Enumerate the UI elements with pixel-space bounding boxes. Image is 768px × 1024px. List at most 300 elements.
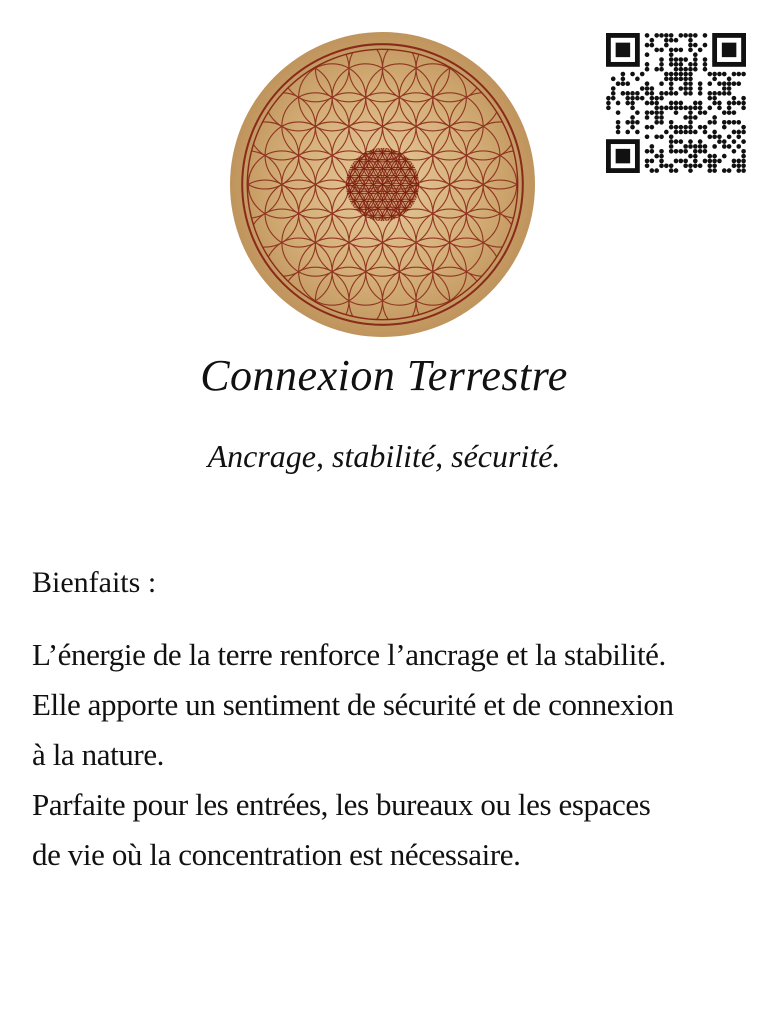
qr-module (635, 91, 640, 96)
qr-module (688, 115, 693, 120)
qr-module (712, 159, 717, 164)
qr-module (650, 159, 655, 164)
qr-module (664, 33, 669, 38)
qr-module (683, 125, 688, 130)
qr-module (616, 81, 621, 86)
qr-module (674, 110, 679, 115)
qr-module (703, 62, 708, 67)
qr-module (616, 120, 621, 125)
qr-module (722, 125, 727, 130)
qr-module (616, 130, 621, 135)
qr-module (732, 139, 737, 144)
qr-module (712, 130, 717, 135)
qr-module (688, 130, 693, 135)
qr-module (669, 86, 674, 91)
qr-module (741, 125, 746, 130)
qr-module (717, 139, 722, 144)
qr-module (693, 43, 698, 48)
qr-module (683, 115, 688, 120)
qr-module (727, 77, 732, 82)
qr-module (688, 168, 693, 173)
qr-module (635, 77, 640, 82)
qr-module (698, 91, 703, 96)
qr-module (674, 125, 679, 130)
qr-module (712, 144, 717, 149)
qr-module (732, 120, 737, 125)
qr-module (688, 38, 693, 43)
qr-module (741, 96, 746, 101)
qr-module (703, 125, 708, 130)
qr-module (693, 149, 698, 154)
qr-module (659, 48, 664, 53)
qr-module (674, 101, 679, 106)
qr-module (683, 130, 688, 135)
qr-module (650, 144, 655, 149)
qr-module (698, 110, 703, 115)
qr-module (635, 130, 640, 135)
qr-module (669, 134, 674, 139)
qr-module (698, 101, 703, 106)
qr-module (630, 125, 635, 130)
qr-module (654, 48, 659, 53)
qr-module (645, 159, 650, 164)
qr-module (703, 67, 708, 72)
qr-module (707, 154, 712, 159)
qr-module (732, 72, 737, 77)
qr-module (679, 101, 684, 106)
qr-module (741, 154, 746, 159)
qr-module (669, 120, 674, 125)
qr-module (693, 163, 698, 168)
qr-module (679, 62, 684, 67)
qr-module (625, 91, 630, 96)
qr-module (712, 154, 717, 159)
qr-module (683, 57, 688, 62)
qr-module (630, 115, 635, 120)
qr-module (741, 139, 746, 144)
qr-module (707, 106, 712, 111)
qr-module (727, 81, 732, 86)
qr-module (659, 81, 664, 86)
qr-module (674, 91, 679, 96)
qr-module (654, 96, 659, 101)
qr-module (712, 134, 717, 139)
qr-module (669, 62, 674, 67)
qr-module (722, 43, 736, 57)
qr-module (669, 101, 674, 106)
qr-module (703, 130, 708, 135)
qr-module (707, 72, 712, 77)
qr-module (722, 168, 727, 173)
qr-module (698, 106, 703, 111)
qr-module (606, 96, 611, 101)
qr-module (683, 72, 688, 77)
qr-module (688, 81, 693, 86)
qr-module (645, 110, 650, 115)
qr-module (688, 72, 693, 77)
qr-module (630, 120, 635, 125)
qr-code-icon (606, 33, 746, 173)
qr-module (693, 101, 698, 106)
qr-module (630, 101, 635, 106)
qr-module (640, 96, 645, 101)
qr-module (683, 159, 688, 164)
qr-module (698, 144, 703, 149)
qr-module (659, 120, 664, 125)
qr-module (659, 115, 664, 120)
qr-module (650, 38, 655, 43)
qr-module (669, 38, 674, 43)
qr-module (659, 96, 664, 101)
qr-module (736, 159, 741, 164)
qr-module (727, 110, 732, 115)
qr-module (645, 134, 650, 139)
qr-module (683, 106, 688, 111)
qr-module (727, 101, 732, 106)
qr-module (703, 144, 708, 149)
qr-module (688, 77, 693, 82)
qr-module (717, 106, 722, 111)
qr-module (741, 168, 746, 173)
benefits-line: Elle apporte un sentiment de sécurité et de connexion (32, 687, 674, 722)
qr-module (736, 72, 741, 77)
qr-module (717, 159, 722, 164)
qr-module (688, 125, 693, 130)
qr-module (712, 168, 717, 173)
qr-module (741, 149, 746, 154)
qr-module (654, 110, 659, 115)
qr-module (679, 48, 684, 53)
qr-module (741, 72, 746, 77)
qr-module (654, 101, 659, 106)
page-title: Connexion Terrestre (200, 351, 568, 400)
qr-module (732, 96, 737, 101)
qr-module (717, 134, 722, 139)
qr-module (650, 86, 655, 91)
qr-module (645, 163, 650, 168)
qr-module (669, 48, 674, 53)
qr-module (732, 81, 737, 86)
qr-module (732, 130, 737, 135)
qr-module (664, 38, 669, 43)
qr-module (674, 48, 679, 53)
qr-module (616, 149, 630, 163)
qr-module (669, 77, 674, 82)
qr-module (654, 115, 659, 120)
qr-module (674, 72, 679, 77)
flower-of-life-icon (230, 32, 535, 337)
qr-module (654, 134, 659, 139)
qr-module (727, 134, 732, 139)
qr-module (659, 154, 664, 159)
qr-module (712, 115, 717, 120)
qr-module (650, 168, 655, 173)
qr-module (679, 72, 684, 77)
qr-module (688, 33, 693, 38)
qr-module (621, 81, 626, 86)
qr-module (683, 33, 688, 38)
qr-module (727, 91, 732, 96)
qr-module (645, 91, 650, 96)
qr-module (683, 149, 688, 154)
qr-module (616, 125, 621, 130)
qr-module (722, 91, 727, 96)
qr-module (659, 149, 664, 154)
qr-module (727, 86, 732, 91)
qr-module (679, 125, 684, 130)
qr-module (698, 163, 703, 168)
qr-module (611, 91, 616, 96)
qr-module (683, 81, 688, 86)
qr-module (683, 144, 688, 149)
qr-module (645, 67, 650, 72)
qr-module (703, 57, 708, 62)
qr-module (669, 149, 674, 154)
qr-module (688, 110, 693, 115)
qr-module (736, 130, 741, 135)
qr-module (625, 96, 630, 101)
qr-module (717, 101, 722, 106)
qr-module (625, 120, 630, 125)
qr-module (621, 77, 626, 82)
qr-module (664, 77, 669, 82)
qr-module (659, 33, 664, 38)
qr-module (645, 43, 650, 48)
qr-module (650, 96, 655, 101)
qr-module (659, 106, 664, 111)
qr-module (693, 106, 698, 111)
qr-module (722, 72, 727, 77)
qr-module (674, 139, 679, 144)
qr-module (674, 38, 679, 43)
qr-module (630, 91, 635, 96)
qr-module (669, 81, 674, 86)
qr-module (640, 72, 645, 77)
benefits-line: à la nature. (32, 737, 165, 772)
qr-module (717, 72, 722, 77)
qr-module (669, 91, 674, 96)
qr-module (659, 91, 664, 96)
qr-module (616, 101, 621, 106)
qr-module (683, 77, 688, 82)
qr-module (674, 159, 679, 164)
qr-module (645, 86, 650, 91)
qr-module (727, 106, 732, 111)
qr-module (736, 144, 741, 149)
qr-module (679, 159, 684, 164)
qr-module (659, 110, 664, 115)
qr-module (698, 139, 703, 144)
qr-module (698, 48, 703, 53)
qr-module (693, 130, 698, 135)
qr-module (722, 81, 727, 86)
qr-module (654, 67, 659, 72)
benefits-line: Parfaite pour les entrées, les bureaux ou les espaces (32, 787, 651, 822)
qr-module (712, 91, 717, 96)
qr-module (707, 168, 712, 173)
qr-module (679, 77, 684, 82)
qr-module (664, 163, 669, 168)
benefits-line: de vie où la concentration est nécessaire. (32, 837, 521, 872)
qr-module (650, 43, 655, 48)
qr-module (650, 125, 655, 130)
qr-module (645, 62, 650, 67)
qr-module (698, 86, 703, 91)
qr-module (679, 130, 684, 135)
qr-module (650, 110, 655, 115)
qr-module (635, 120, 640, 125)
qr-module (645, 33, 650, 38)
qr-module (722, 139, 727, 144)
qr-module (674, 130, 679, 135)
qr-module (712, 96, 717, 101)
qr-module (727, 120, 732, 125)
qr-module (674, 57, 679, 62)
qr-module (625, 130, 630, 135)
qr-module (645, 101, 650, 106)
qr-module (693, 159, 698, 164)
qr-module (736, 168, 741, 173)
benefits-heading (32, 566, 156, 600)
flower-of-life-emblem (230, 32, 535, 337)
qr-module (736, 120, 741, 125)
qr-module (650, 149, 655, 154)
qr-module (712, 120, 717, 125)
qr-module (606, 101, 611, 106)
qr-module (654, 33, 659, 38)
qr-module (707, 91, 712, 96)
qr-module (693, 52, 698, 57)
qr-module (669, 72, 674, 77)
qr-module (688, 67, 693, 72)
qr-module (674, 149, 679, 154)
qr-module (616, 110, 621, 115)
qr-module (669, 144, 674, 149)
qr-module (712, 72, 717, 77)
benefits-line: L’énergie de la terre renforce l’ancrage et la stabilité. (32, 637, 666, 672)
qr-module (621, 91, 626, 96)
qr-module (688, 144, 693, 149)
qr-module (674, 77, 679, 82)
qr-module (674, 62, 679, 67)
qr-module (625, 81, 630, 86)
qr-module (621, 72, 626, 77)
qr-module (669, 168, 674, 173)
qr-module (717, 91, 722, 96)
qr-module (630, 96, 635, 101)
qr-module (679, 149, 684, 154)
qr-module (659, 134, 664, 139)
qr-module (722, 120, 727, 125)
qr-module (693, 62, 698, 67)
qr-module (727, 168, 732, 173)
qr-module (732, 110, 737, 115)
qr-module (640, 86, 645, 91)
qr-module (736, 101, 741, 106)
qr-code[interactable] (606, 33, 746, 173)
qr-module (688, 154, 693, 159)
qr-module (688, 43, 693, 48)
qr-module (659, 163, 664, 168)
qr-module (693, 33, 698, 38)
qr-module (669, 57, 674, 62)
qr-module (712, 101, 717, 106)
qr-module (707, 134, 712, 139)
qr-module (674, 168, 679, 173)
qr-module (722, 154, 727, 159)
qr-module (732, 163, 737, 168)
qr-module (732, 159, 737, 164)
qr-module (606, 106, 611, 111)
qr-module (693, 115, 698, 120)
qr-module (659, 62, 664, 67)
page-subtitle: Ancrage, stabilité, sécurité. (207, 438, 561, 474)
qr-module (674, 106, 679, 111)
qr-module (650, 101, 655, 106)
qr-module (645, 52, 650, 57)
qr-module (679, 106, 684, 111)
qr-module (659, 57, 664, 62)
qr-module (717, 81, 722, 86)
qr-module (703, 159, 708, 164)
qr-module (645, 125, 650, 130)
qr-module (679, 139, 684, 144)
qr-module (688, 120, 693, 125)
qr-module (688, 86, 693, 91)
qr-module (703, 110, 708, 115)
qr-module (688, 139, 693, 144)
qr-module (669, 139, 674, 144)
qr-module (693, 154, 698, 159)
qr-module (693, 144, 698, 149)
qr-module (683, 91, 688, 96)
benefits-heading-suffix: : (140, 566, 157, 599)
qr-module (741, 130, 746, 135)
qr-module (741, 106, 746, 111)
qr-module (707, 163, 712, 168)
qr-module (654, 120, 659, 125)
qr-module (698, 149, 703, 154)
qr-module (707, 120, 712, 125)
qr-module (635, 110, 640, 115)
qr-module (707, 159, 712, 164)
qr-module (630, 106, 635, 111)
qr-module (679, 33, 684, 38)
qr-module (693, 67, 698, 72)
qr-module (693, 57, 698, 62)
qr-module (722, 86, 727, 91)
qr-module (736, 134, 741, 139)
qr-module (654, 168, 659, 173)
qr-module (736, 163, 741, 168)
benefits-heading-label: Bienfaits (32, 566, 141, 599)
qr-module (616, 43, 630, 57)
qr-module (727, 144, 732, 149)
qr-module (698, 81, 703, 86)
qr-module (630, 72, 635, 77)
qr-module (712, 163, 717, 168)
qr-module (650, 91, 655, 96)
qr-module (688, 91, 693, 96)
qr-module (688, 48, 693, 53)
qr-module (683, 67, 688, 72)
qr-module (669, 106, 674, 111)
qr-module (611, 96, 616, 101)
qr-module (688, 106, 693, 111)
qr-module (664, 91, 669, 96)
qr-module (732, 101, 737, 106)
qr-module (698, 125, 703, 130)
